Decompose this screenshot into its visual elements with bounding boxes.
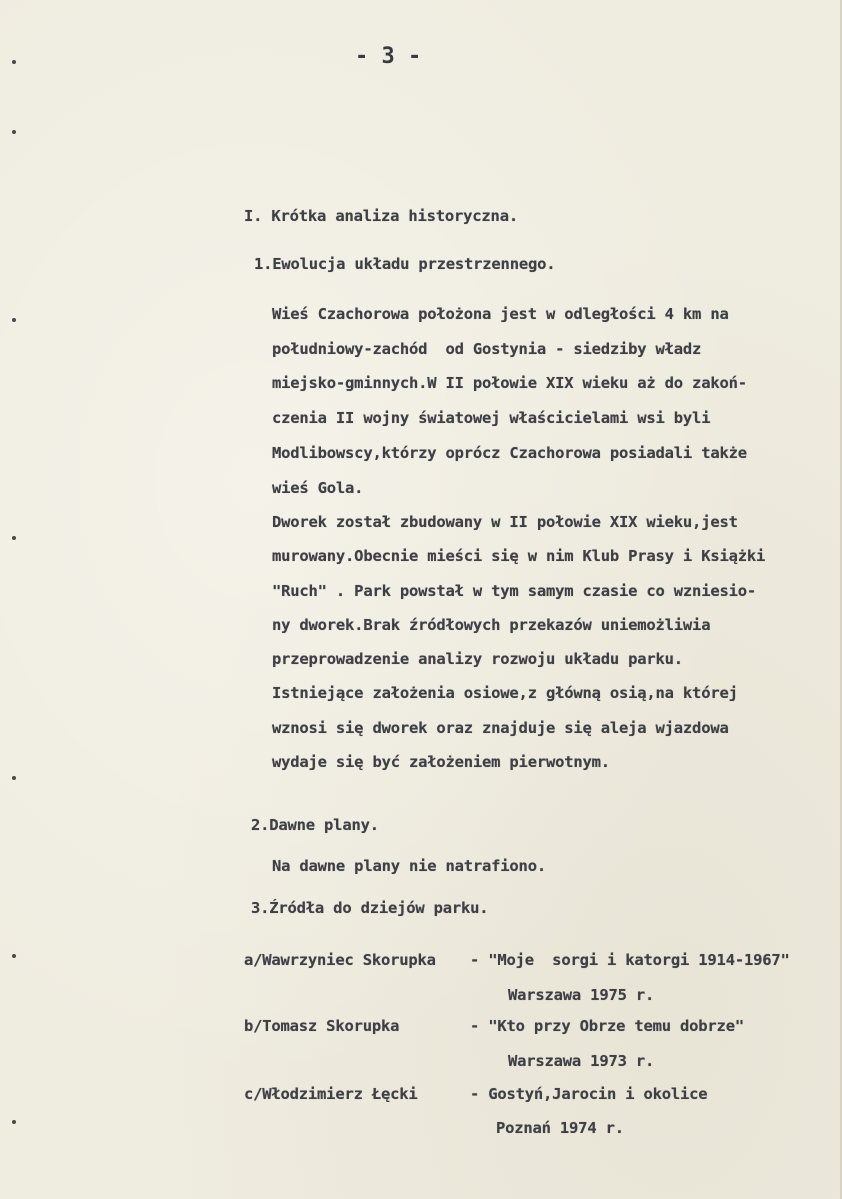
source-place: Poznań 1974 r. xyxy=(496,1119,624,1137)
body-line: Dworek został zbudowany w II połowie XIX wieku,jest xyxy=(272,513,738,531)
punch-hole-mark xyxy=(12,536,16,540)
punch-hole-mark xyxy=(12,776,16,780)
source-author: a/Wawrzyniec Skorupka xyxy=(244,951,436,969)
punch-hole-mark xyxy=(12,130,16,134)
source-author: b/Tomasz Skorupka xyxy=(244,1017,400,1035)
punch-hole-mark xyxy=(12,318,16,322)
section-heading: I. Krótka analiza historyczna. xyxy=(244,207,518,225)
source-place: Warszawa 1973 r. xyxy=(508,1052,655,1070)
page-number: - 3 - xyxy=(355,44,422,69)
punch-hole-mark xyxy=(12,1120,16,1124)
body-line: czenia II wojny światowej właścicielami wsi byli xyxy=(272,409,711,427)
source-title: - "Kto przy Obrze temu dobrze" xyxy=(470,1017,744,1035)
body-line: Istniejące założenia osiowe,z główną osią,na której xyxy=(272,684,738,702)
punch-hole-mark xyxy=(12,60,16,64)
body-line: wznosi się dworek oraz znajduje się aleja wjazdowa xyxy=(272,719,729,737)
source-author: c/Włodzimierz Łęcki xyxy=(244,1085,418,1103)
subsection-heading: 3.Źródła do dziejów parku. xyxy=(251,899,489,917)
body-line: Wieś Czachorowa położona jest w odległości 4 km na xyxy=(272,305,729,323)
source-title: - Gostyń,Jarocin i okolice xyxy=(470,1085,708,1103)
source-title: - "Moje sorgi i katorgi 1914-1967" xyxy=(470,951,790,969)
body-line: południowy-zachód od Gostynia - siedziby władz xyxy=(272,340,702,358)
body-line: "Ruch" . Park powstał w tym samym czasie co wzniesio- xyxy=(272,582,756,600)
body-line: murowany.Obecnie mieści się w nim Klub Prasy i Książki xyxy=(272,547,766,565)
subsection-heading: 2.Dawne plany. xyxy=(251,816,379,834)
body-line: wieś Gola. xyxy=(272,479,364,497)
subsection-heading: 1.Ewolucja układu przestrzennego. xyxy=(254,255,556,273)
body-line: przeprowadzenie analizy rozwoju układu parku. xyxy=(272,650,683,668)
source-place: Warszawa 1975 r. xyxy=(508,986,655,1004)
body-line: Na dawne plany nie natrafiono. xyxy=(272,857,546,875)
body-line: miejsko-gminnych.W II połowie XIX wieku aż do zakoń- xyxy=(272,374,747,392)
punch-hole-mark xyxy=(12,954,16,958)
body-line: ny dworek.Brak źródłowych przekazów uniemożliwia xyxy=(272,616,711,634)
body-line: Modlibowscy,którzy oprócz Czachorowa posiadali także xyxy=(272,444,747,462)
body-line: wydaje się być założeniem pierwotnym. xyxy=(272,753,610,771)
